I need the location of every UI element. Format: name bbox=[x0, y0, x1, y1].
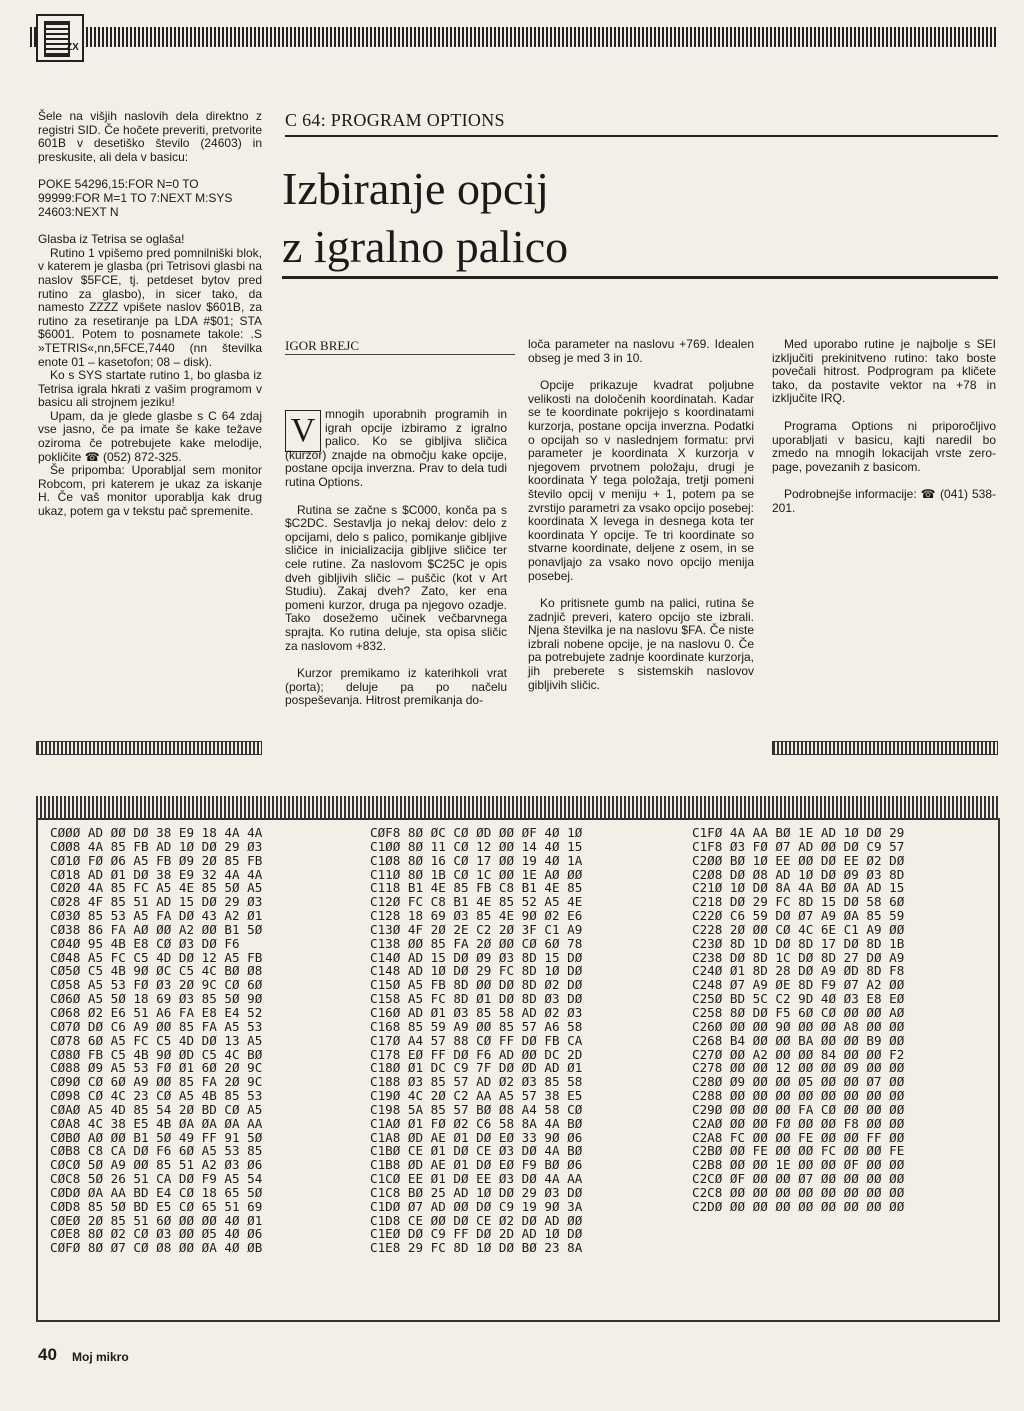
listing-line: C268 B4 ØØ ØØ BA ØØ ØØ B9 ØØ bbox=[692, 1032, 905, 1048]
listing-line: C1ØØ 8Ø 11 CØ 12 ØØ 14 4Ø 15 bbox=[370, 838, 583, 854]
listing-line: C288 ØØ ØØ ØØ ØØ ØØ ØØ ØØ ØØ bbox=[692, 1088, 905, 1104]
article-column-3 bbox=[772, 338, 996, 516]
listing-line: CØDØ ØA AA BD E4 CØ 18 65 5Ø bbox=[50, 1184, 263, 1200]
listing-line: CØ78 6Ø A5 FC C5 4D DØ 13 A5 bbox=[50, 1032, 263, 1048]
section-title: C 64: PROGRAM OPTIONS bbox=[285, 110, 998, 137]
listing-line: CØA8 4C 38 E5 4B ØA ØA ØA AA bbox=[50, 1115, 263, 1131]
listing-line: C11Ø 8Ø 1B CØ 1C ØØ 1E AØ ØØ bbox=[370, 866, 583, 882]
listing-line: C14Ø AD 15 DØ Ø9 Ø3 8D 15 DØ bbox=[370, 949, 583, 965]
listing-line: C1C8 BØ 25 AD 1Ø DØ 29 Ø3 DØ bbox=[370, 1184, 583, 1200]
author-rule bbox=[285, 354, 515, 355]
listing-line: C2AØ ØØ ØØ FØ ØØ ØØ F8 ØØ ØØ bbox=[692, 1115, 905, 1131]
listing-line: C278 ØØ ØØ 12 ØØ ØØ Ø9 ØØ ØØ bbox=[692, 1060, 905, 1076]
listing-line: C168 85 59 A9 ØØ 85 57 A6 58 bbox=[370, 1018, 583, 1034]
listing-line: C28Ø Ø9 ØØ ØØ Ø5 ØØ ØØ Ø7 ØØ bbox=[692, 1074, 905, 1090]
listing-line: C2ØØ BØ 1Ø EE ØØ DØ EE Ø2 DØ bbox=[692, 852, 905, 868]
hex-listing-column-2 bbox=[370, 826, 582, 1255]
listing-line: CØ4Ø 95 4B E8 CØ Ø3 DØ F6 bbox=[50, 935, 240, 951]
magazine-logo bbox=[36, 14, 84, 62]
listing-line: CØ38 86 FA AØ ØØ A2 ØØ B1 5Ø bbox=[50, 921, 263, 937]
listing-line: C248 Ø7 A9 ØE 8D F9 Ø7 A2 ØØ bbox=[692, 977, 905, 993]
listing-line: C24Ø Ø1 8D 28 DØ A9 ØD 8D F8 bbox=[692, 963, 905, 979]
listing-line: CØ18 AD Ø1 DØ 38 E9 32 4A 4A bbox=[50, 866, 263, 882]
listing-line: CØEØ 2Ø 85 51 6Ø ØØ ØØ 4Ø Ø1 bbox=[50, 1212, 263, 1228]
listing-line: CØ28 4F 85 51 AD 15 DØ 29 Ø3 bbox=[50, 894, 263, 910]
listing-line: CØD8 85 5Ø BD E5 CØ 65 51 69 bbox=[50, 1198, 263, 1214]
listing-line: C23Ø 8D 1D DØ 8D 17 DØ 8D 1B bbox=[692, 935, 905, 951]
page-number: 40 bbox=[38, 1345, 57, 1364]
listing-line: C27Ø ØØ A2 ØØ ØØ 84 ØØ ØØ F2 bbox=[692, 1046, 905, 1062]
listing-line: C228 2Ø ØØ CØ 4C 6E C1 A9 ØØ bbox=[692, 921, 905, 937]
listing-line: C17Ø A4 57 88 CØ FF DØ FB CA bbox=[370, 1032, 583, 1048]
left-paragraph: Rutino 1 vpišemo pred pomnilniški blok, v katerem je glasba (pri Tetrisovi glasbi na naslov $5FCE, tj. petdeset bytov pred rutino za glasbo), in sicer tako, da namesto ZZZZ vpišete naslov $601B, za rutino za resetiranje pa LDA #$01; STA $6001. Potem to posnamete takole: .S »TETRIS«,nn,5FCE,7440 (nn številka enote 01 – kasetofon; 08 – disk). bbox=[38, 245, 262, 369]
article-paragraph: Med uporabo rutine je najbolje s SEI izključiti prekinitveno rutino: tako boste povečali hitrost. Podprogram pa kličete tako, da postavite vektor na +78 in izključite IRQ. bbox=[772, 337, 996, 406]
listing-line: C18Ø Ø1 DC C9 7F DØ ØD AD Ø1 bbox=[370, 1060, 583, 1076]
right-column-bar bbox=[772, 741, 998, 755]
listing-line: CØ68 Ø2 E6 51 A6 FA E8 E4 52 bbox=[50, 1004, 263, 1020]
listing-line: CØ6Ø A5 5Ø 18 69 Ø3 85 5Ø 9Ø bbox=[50, 991, 263, 1007]
header-band bbox=[30, 27, 998, 47]
listing-top-bar bbox=[36, 796, 1000, 820]
listing-line: C1AØ Ø1 FØ Ø2 C6 58 8A 4A BØ bbox=[370, 1115, 583, 1131]
listing-line: C1D8 CE ØØ DØ CE Ø2 DØ AD ØØ bbox=[370, 1212, 583, 1228]
listing-line: CØ88 Ø9 A5 53 FØ Ø1 6Ø 2Ø 9C bbox=[50, 1060, 263, 1076]
headline-line-1: Izbiranje opcij bbox=[282, 163, 549, 214]
article-paragraph bbox=[285, 408, 507, 490]
drop-cap-spacer bbox=[285, 408, 325, 446]
left-paragraph: Glasba iz Tetrisa se oglaša! bbox=[38, 232, 185, 247]
listing-line: C16Ø AD Ø1 Ø3 85 58 AD Ø2 Ø3 bbox=[370, 1004, 583, 1020]
article-paragraph: Opcije prikazuje kvadrat poljubne velikosti na določenih koordinatah. Kadar se te koordinate pokrijejo s koordinatami kurzorja, postane opcija inverzna. Podatki o opcijah so v naslednjem formatu: prvi parameter je koordinata X kurzorja v njegovem prvotnem položaju, drugi je koordinata Y tega položaja, tretji pomeni število opcij v meniju + 1, potem pa se zvrstijo parametri za vsako opcijo posebej: koordinata X levega in desnega kota ter koordinata Y opcije. Te tri koordinate so stvarne koordinate, deljene z osem, in se ponavljajo za vsako novo opcijo menija posebej. bbox=[528, 378, 754, 583]
listing-line: CØØ8 4A 85 FB AD 1Ø DØ 29 Ø3 bbox=[50, 838, 263, 854]
listing-line: C118 B1 4E 85 FB C8 B1 4E 85 bbox=[370, 880, 583, 896]
article-column-2 bbox=[528, 338, 754, 692]
listing-line: C12Ø FC C8 B1 4E 85 52 A5 4E bbox=[370, 894, 583, 910]
article-paragraph: Kurzor premikamo iz katerihkoli vrat (porta); deluje pa po načelu pospeševanja. Hitrost premikanja do- bbox=[285, 666, 507, 708]
article-paragraph: Podrobnejše informacije: ☎ (041) 538-201. bbox=[772, 487, 996, 515]
listing-line: C178 EØ FF DØ F6 AD ØØ DC 2D bbox=[370, 1046, 583, 1062]
listing-line: CØ9Ø CØ 6Ø A9 ØØ 85 FA 2Ø 9C bbox=[50, 1074, 263, 1090]
left-code: POKE 54296,15:FOR N=0 TO 99999:FOR M=1 TO 7:NEXT M:SYS 24603:NEXT N bbox=[38, 177, 233, 219]
article-paragraph: Programa Options ni priporočljivo uporabljati v basicu, kajti naredil bo zmedo na mnogih lokacijah vrste zero-page, povezanih z basicom. bbox=[772, 418, 996, 474]
article-paragraph: loča parameter na naslovu +769. Idealen obseg je med 3 in 10. bbox=[528, 337, 754, 365]
hex-listing-column-1 bbox=[50, 826, 262, 1255]
listing-line: C15Ø A5 FB 8D ØØ DØ 8D Ø2 DØ bbox=[370, 977, 583, 993]
left-paragraph: Ko s SYS startate rutino 1, bo glasba iz Tetrisa igrala hkrati z vašim programom v basicu ali strojnem jeziku! bbox=[38, 368, 262, 410]
listing-line: C19Ø 4C 2Ø C2 AA A5 57 38 E5 bbox=[370, 1088, 583, 1104]
article-text: mnogih uporabnih programih in igrah opcije izbiramo z igralno palico. Ko se gibljiva sličica (kurzor) znajde na območju kake opcije, postane opcija inverzna. Prav to dela tudi rutina Options. bbox=[285, 407, 507, 489]
left-paragraph: Šele na višjih naslovih dela direktno z registri SID. Če hočete preveriti, pretvorite 601B v desetiško število (24603) in preskusite, ali dela v basicu: bbox=[38, 109, 262, 164]
listing-line: C1BØ CE Ø1 DØ CE Ø3 DØ 4A BØ bbox=[370, 1143, 583, 1159]
left-column bbox=[38, 110, 262, 519]
listing-line: C2CØ ØF ØØ ØØ Ø7 ØØ ØØ ØØ ØØ bbox=[692, 1171, 905, 1187]
article-paragraph: Rutina se začne s $C000, konča pa s $C2DC. Sestavlja jo nekaj delov: delo z opcijami, delo s palico, pomikanje gibljive sličice in inicializacija gibljive sličice ter cele rutine. Za naslovom $C25C je opis dveh gibljivih sličic – puščic (kot v Art Studiu). Zakaj dveh? Zato, ker ena pomeni kurzor, druga pa njegovo ozadje. Tako dosežemo učinek večbarvnega sprajta. Ko rutina deluje, sta opisa sličic za naslovom +832. bbox=[285, 502, 507, 653]
listing-line: CØ7Ø DØ C6 A9 ØØ 85 FA A5 53 bbox=[50, 1018, 263, 1034]
listing-line: CØCØ 5Ø A9 ØØ 85 51 A2 Ø3 Ø6 bbox=[50, 1157, 263, 1173]
listing-line: C188 Ø3 85 57 AD Ø2 Ø3 85 58 bbox=[370, 1074, 583, 1090]
listing-line: C1B8 ØD AE Ø1 DØ EØ F9 BØ Ø6 bbox=[370, 1157, 583, 1173]
listing-line: C2C8 ØØ ØØ ØØ ØØ ØØ ØØ ØØ ØØ bbox=[692, 1184, 905, 1200]
listing-line: C22Ø C6 59 DØ Ø7 A9 ØA 85 59 bbox=[692, 908, 905, 924]
listing-line: C128 18 69 Ø3 85 4E 9Ø Ø2 E6 bbox=[370, 908, 583, 924]
listing-line: CØØØ AD ØØ DØ 38 E9 18 4A 4A bbox=[50, 825, 263, 840]
listing-line: C2Ø8 DØ Ø8 AD 1Ø DØ Ø9 Ø3 8D bbox=[692, 866, 905, 882]
listing-line: C1DØ Ø7 AD ØØ DØ C9 19 9Ø 3A bbox=[370, 1198, 583, 1214]
listing-line: CØ3Ø 85 53 A5 FA DØ 43 A2 Ø1 bbox=[50, 908, 263, 924]
listing-line: C29Ø ØØ ØØ ØØ FA CØ ØØ ØØ ØØ bbox=[692, 1101, 905, 1117]
logo-tag: ZX bbox=[66, 42, 79, 53]
listing-line: C21Ø 1Ø DØ 8A 4A BØ ØA AD 15 bbox=[692, 880, 905, 896]
magazine-name: Moj mikro bbox=[72, 1350, 129, 1364]
listing-line: C1CØ EE Ø1 DØ EE Ø3 DØ 4A AA bbox=[370, 1171, 583, 1187]
left-paragraph: Upam, da je glede glasbe s C 64 zdaj vse jasno, če pa imate še kake težave oziroma če potrebujete kake melodije, pokličite ☎ (052) 872-325. bbox=[38, 408, 262, 464]
listing-line: CØBØ AØ ØØ B1 5Ø 49 FF 91 5Ø bbox=[50, 1129, 263, 1145]
listing-line: C1A8 ØD AE Ø1 DØ EØ 33 9Ø Ø6 bbox=[370, 1129, 583, 1145]
listing-line: C1F8 Ø3 FØ Ø7 AD ØØ DØ C9 57 bbox=[692, 838, 905, 854]
headline bbox=[282, 160, 998, 279]
listing-line: CØ8Ø FB C5 4B 9Ø ØD C5 4C BØ bbox=[50, 1046, 263, 1062]
listing-line: C148 AD 1Ø DØ 29 FC 8D 1Ø DØ bbox=[370, 963, 583, 979]
article-column-1 bbox=[285, 408, 507, 708]
left-column-bar bbox=[36, 741, 262, 755]
author: IGOR BREJC bbox=[285, 338, 360, 353]
listing-line: CØ58 A5 53 FØ Ø3 2Ø 9C CØ 6Ø bbox=[50, 977, 263, 993]
listing-line: C13Ø 4F 2Ø 2E C2 2Ø 3F C1 A9 bbox=[370, 921, 583, 937]
listing-line: CØ2Ø 4A 85 FC A5 4E 85 5Ø A5 bbox=[50, 880, 263, 896]
listing-line: CØF8 8Ø ØC CØ ØD ØØ ØF 4Ø 1Ø bbox=[370, 825, 583, 840]
listing-line: CØ48 A5 FC C5 4D DØ 12 A5 FB bbox=[50, 949, 263, 965]
listing-line: C2A8 FC ØØ ØØ FE ØØ ØØ FF ØØ bbox=[692, 1129, 905, 1145]
listing-line: CØB8 C8 CA DØ F6 6Ø A5 53 85 bbox=[50, 1143, 263, 1159]
listing-line: C218 DØ 29 FC 8D 15 DØ 58 6Ø bbox=[692, 894, 905, 910]
listing-line: C258 8Ø DØ F5 6Ø CØ ØØ ØØ AØ bbox=[692, 1004, 905, 1020]
listing-line: CØC8 5Ø 26 51 CA DØ F9 A5 54 bbox=[50, 1171, 263, 1187]
listing-line: CØFØ 8Ø Ø7 CØ Ø8 ØØ ØA 4Ø ØB bbox=[50, 1240, 263, 1256]
listing-line: C2BØ ØØ FE ØØ ØØ FC ØØ ØØ FE bbox=[692, 1143, 905, 1159]
listing-line: C1FØ 4A AA BØ 1E AD 1Ø DØ 29 bbox=[692, 825, 905, 840]
listing-line: CØ98 CØ 4C 23 CØ A5 4B 85 53 bbox=[50, 1088, 263, 1104]
listing-line: C2DØ ØØ ØØ ØØ ØØ ØØ ØØ ØØ ØØ bbox=[692, 1198, 905, 1214]
listing-line: C25Ø BD 5C C2 9D 4Ø Ø3 E8 EØ bbox=[692, 991, 905, 1007]
listing-line: CØAØ A5 4D 85 54 2Ø BD CØ A5 bbox=[50, 1101, 263, 1117]
article-paragraph: Ko pritisnete gumb na palici, rutina še zadnjič preveri, katero opcijo ste izbrali. Njena številka je na naslovu $FA. Če niste izbrali nobene opcije, je na naslovu 0. Če pa potrebujete zadnje koordinate kurzorja, jih preberete s sistemskih naslovov gibljivih sličic. bbox=[528, 596, 754, 692]
hex-listing-column-3 bbox=[692, 826, 904, 1214]
listing-line: CØE8 8Ø Ø2 CØ Ø3 ØØ Ø5 4Ø Ø6 bbox=[50, 1226, 263, 1242]
listing-line: CØ1Ø FØ Ø6 A5 FB Ø9 2Ø 85 FB bbox=[50, 852, 263, 868]
listing-line: C1E8 29 FC 8D 1Ø DØ BØ 23 8A bbox=[370, 1240, 583, 1256]
headline-line-2: z igralno palico bbox=[282, 221, 569, 272]
listing-line: C198 5A 85 57 BØ Ø8 A4 58 CØ bbox=[370, 1101, 583, 1117]
listing-line: C1EØ DØ C9 FF DØ 2D AD 1Ø DØ bbox=[370, 1226, 583, 1242]
listing-line: C1Ø8 8Ø 16 CØ 17 ØØ 19 4Ø 1A bbox=[370, 852, 583, 868]
listing-line: C2B8 ØØ ØØ 1E ØØ ØØ ØF ØØ ØØ bbox=[692, 1157, 905, 1173]
listing-line: C26Ø ØØ ØØ 9Ø ØØ ØØ A8 ØØ ØØ bbox=[692, 1018, 905, 1034]
listing-line: C158 A5 FC 8D Ø1 DØ 8D Ø3 DØ bbox=[370, 991, 583, 1007]
listing-line: CØ5Ø C5 4B 9Ø ØC C5 4C BØ Ø8 bbox=[50, 963, 263, 979]
drop-cap: V bbox=[285, 410, 321, 452]
listing-line: C238 DØ 8D 1C DØ 8D 27 DØ A9 bbox=[692, 949, 905, 965]
left-paragraph: Še pripomba: Uporabljal sem monitor Robcom, pri katerem je ukaz za iskanje H. Če vaš monitor uporablja kak drug ukaz, potem ga v tekstu pač spremenite. bbox=[38, 463, 262, 519]
listing-line: C138 ØØ 85 FA 2Ø ØØ CØ 6Ø 78 bbox=[370, 935, 583, 951]
